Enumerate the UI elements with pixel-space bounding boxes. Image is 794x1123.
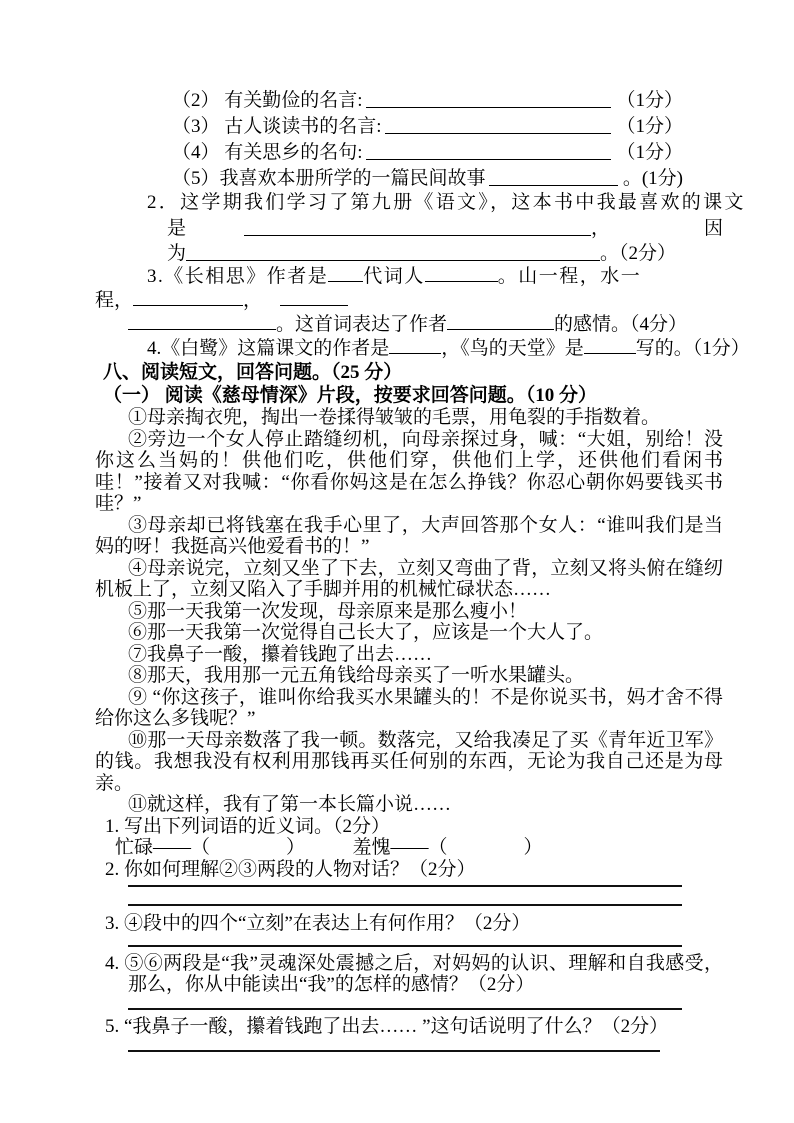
q3-text: 代词人	[363, 266, 425, 287]
passage-paragraph-9: ⑨ “你这孩子，谁叫你给我买水果罐头的！不是你说买书，妈才舍不得给你这么多钱呢？”	[95, 686, 723, 729]
passage-paragraph-3: ③母亲却已将钱塞在我手心里了，大声回答那个女人：“谁叫我们是当妈的呀！我挺高兴他爱看书的！”	[95, 514, 723, 557]
answer-blank	[366, 156, 612, 160]
answer-blank	[133, 302, 243, 306]
saying-row-5	[95, 164, 683, 190]
question-3-line2	[95, 289, 723, 313]
q4-text: 写的。（1分）	[635, 338, 750, 359]
passage-paragraph-4: ④母亲说完，立刻又坐了下去，立刻又弯曲了背，立刻又将头俯在缝纫机板上了，立刻又陷入了手脚并用的机械忙碌状态……	[95, 557, 723, 600]
reading-question-1: 1. 写出下列词语的近义词。（2分）	[105, 815, 391, 837]
answer-blank	[366, 104, 612, 108]
question-2-line3	[167, 240, 723, 265]
part-1-title: （一） 阅读《慈母情深》片段，按要求回答问题。（10 分）	[103, 385, 598, 406]
passage-paragraph-5: ⑤那一天我第一次发现，母亲原来是那么瘦小！	[128, 600, 528, 622]
passage-paragraph-8: ⑧那天，我用那一元五角钱给母亲买了一听水果罐头。	[128, 665, 585, 686]
q3-text: 程，	[95, 290, 134, 311]
synonym-pair-line: 忙碌——（ ） 羞愧——（ ）	[115, 837, 543, 858]
answer-line	[128, 935, 682, 947]
saying-label: （2） 有关勤俭的名言:	[172, 90, 363, 111]
passage-paragraph-2: ②旁边一个女人停止踏缝纫机，向母亲探过身，喊：“大姐，别给！没你这么当妈的！供他们吃，供他们穿，供他们上学，还供他们看闲书哇！”接着又对我喊：“你看你妈这是在怎么挣钱？你忍心朝你妈要钱买书哇？”	[95, 428, 723, 514]
answer-line	[128, 996, 682, 1010]
q2-word-wei: 为	[167, 243, 187, 264]
answer-blank	[328, 278, 363, 282]
answer-blank	[425, 278, 498, 282]
passage-paragraph-10: ⑩那一天母亲数落了我一顿。数落完，又给我凑足了买《青年近卫军》的钱。我想我没有权利用那钱再买任何别的东西，无论为我自己还是为母亲。	[95, 729, 723, 794]
reading-question-2: 2. 你如何理解②③两段的人物对话？（2分）	[105, 858, 476, 880]
question-3-line3	[128, 313, 723, 337]
q2-comma: ，	[591, 218, 611, 239]
answer-line	[128, 1037, 660, 1052]
question-2-line1: 2．这学期我们学习了第九册《语文》，这本书中我最喜欢的课文	[147, 192, 746, 213]
answer-blank	[447, 326, 554, 330]
q3-text: 。山一程，水一	[497, 266, 642, 287]
reading-question-4: 4. ⑤⑥两段是“我”灵魂深处震撼之后，对妈妈的认识、理解和自我感受，那么，你从中能读出“我”的怎样的感情？（2分）	[105, 952, 723, 995]
saying-label: （5）我喜欢本册所学的一篇民间故事	[172, 168, 486, 189]
q3-text: 。这首词表达了作者	[276, 314, 448, 335]
q3-text: ，	[243, 290, 263, 311]
passage-paragraph-11: ⑪就这样，我有了第一本长篇小说……	[128, 794, 452, 815]
saying-row-4	[95, 138, 683, 164]
exam-sheet	[95, 0, 750, 1052]
saying-row-3	[95, 112, 683, 138]
q4-text: 4.《白鹭》这篇课文的作者是	[147, 338, 390, 359]
passage-paragraph-6: ⑥那一天我第一次觉得自己长大了，应该是一个大人了。	[128, 622, 604, 643]
answer-blank	[244, 232, 591, 236]
question-2-line2	[167, 215, 723, 240]
answer-blank	[128, 326, 276, 330]
answer-blank	[389, 350, 441, 354]
q3-text: 的感情。（4分）	[554, 314, 688, 335]
q3-text: 3.《长相思》作者是	[147, 266, 329, 287]
score-label: （1分）	[616, 90, 683, 111]
score-label: 。(1分)	[622, 168, 683, 189]
q2-word-shi: 是	[167, 218, 187, 239]
reading-question-3: 3. ④段中的四个“立刻”在表达上有何作用？（2分）	[105, 913, 531, 934]
answer-blank	[186, 257, 600, 261]
answer-blank	[385, 130, 612, 134]
passage-paragraph-7: ⑦我鼻子一酸，攥着钱跑了出去……	[128, 643, 433, 665]
question-4-line	[147, 337, 750, 361]
score-label: （1分）	[616, 142, 683, 163]
score-label: 。（2分）	[600, 243, 677, 264]
reading-question-5: 5. “我鼻子一酸，攥着钱跑了出去…… ”这句话说明了什么？（2分）	[105, 1015, 669, 1037]
saying-row-2	[95, 86, 683, 112]
score-label: （1分）	[616, 116, 683, 137]
q2-word-yin: 因	[703, 218, 723, 239]
section-8-title: 八、阅读短文，回答问题。（25 分）	[103, 362, 403, 383]
saying-label: （4） 有关思乡的名句:	[172, 142, 363, 163]
answer-line	[128, 880, 682, 887]
saying-label: （3） 古人谈读书的名言:	[172, 116, 382, 137]
question-3-line1	[147, 265, 723, 289]
q4-text: ，《鸟的天堂》是	[441, 338, 584, 359]
answer-line	[128, 887, 682, 906]
passage-paragraph-1: ①母亲掏衣兜，掏出一卷揉得皱皱的毛票，用龟裂的手指数着。	[128, 407, 661, 428]
answer-blank	[280, 302, 348, 306]
answer-blank	[584, 350, 636, 354]
answer-blank	[489, 182, 618, 186]
